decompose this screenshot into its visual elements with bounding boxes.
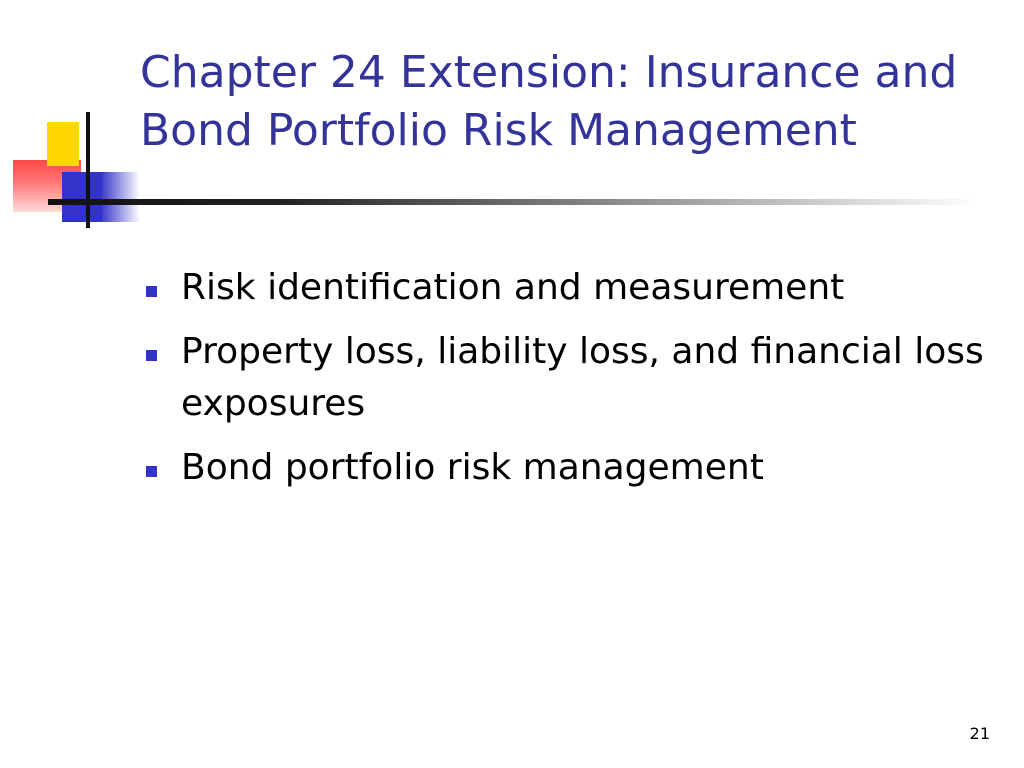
title-underline-rule	[48, 199, 978, 205]
page-number: 21	[969, 724, 990, 743]
corner-decoration-yellow-square	[47, 122, 79, 166]
bullet-text: Risk identification and measurement	[181, 267, 845, 308]
bullet-item	[144, 262, 1004, 314]
square-bullet-icon	[146, 466, 157, 477]
slide-title-line-2: Bond Portfolio Risk Management	[140, 105, 857, 156]
corner-decoration-vertical-line	[86, 112, 90, 228]
bullet-item	[144, 326, 1004, 430]
bullet-text: Property loss, liability loss, and financial loss exposures	[181, 331, 984, 424]
bullet-list	[144, 262, 1004, 506]
corner-decoration-blue-fade	[100, 172, 140, 222]
square-bullet-icon	[146, 350, 157, 361]
bullet-text: Bond portfolio risk management	[181, 447, 764, 488]
slide-title	[140, 44, 1000, 160]
slide-title-line-1: Chapter 24 Extension: Insurance and	[140, 47, 958, 98]
bullet-item	[144, 442, 1004, 494]
corner-decoration-blue-square	[62, 172, 102, 222]
square-bullet-icon	[146, 286, 157, 297]
